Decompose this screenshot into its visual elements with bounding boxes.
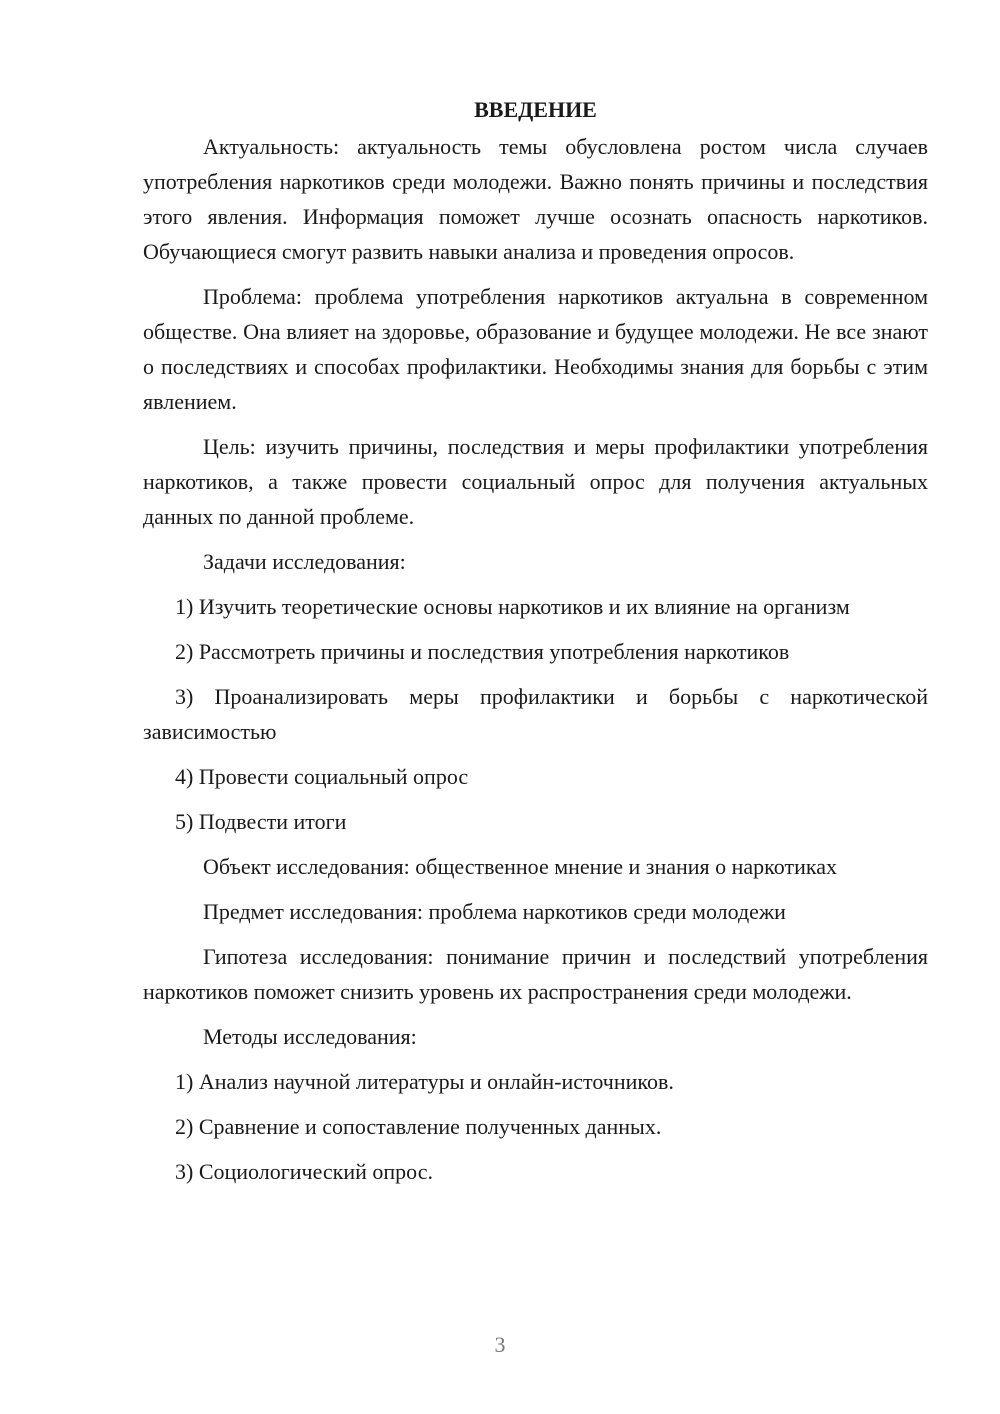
goal-paragraph: Цель: изучить причины, последствия и меры профилактики употребления наркотиков, а также провести социальный опрос для получения актуальных данных по данной проблеме.	[143, 434, 928, 529]
document-page	[143, 92, 928, 1199]
list-item: 5) Подвести итоги	[175, 809, 347, 834]
object-paragraph: Объект исследования: общественное мнение и знания о наркотиках	[203, 854, 837, 879]
list-item: 1) Анализ научной литературы и онлайн-источников.	[175, 1069, 674, 1094]
problem-paragraph: Проблема: проблема употребления наркотиков актуальна в современном обществе. Она влияет на здоровье, образование и будущее молодежи. Не все знают о последствиях и способах профилактики. Необходимы знания для борьбы с этим явлением.	[143, 284, 928, 414]
relevance-paragraph: Актуальность: актуальность темы обусловлена ростом числа случаев употребления наркотиков среди молодежи. Важно понять причины и последствия этого явления. Информация поможет лучше осознать опасность наркотиков. Обучающиеся смогут развить навыки анализа и проведения опросов.	[143, 134, 928, 264]
tasks-list	[143, 589, 928, 839]
methods-list	[143, 1064, 928, 1189]
section-title: ВВЕДЕНИЕ	[474, 97, 597, 122]
hypothesis-paragraph: Гипотеза исследования: понимание причин и последствий употребления наркотиков поможет снизить уровень их распространения среди молодежи.	[143, 944, 928, 1004]
methods-heading: Методы исследования:	[203, 1024, 417, 1049]
list-item: 4) Провести социальный опрос	[175, 764, 469, 789]
page-number: 3	[494, 1332, 506, 1357]
list-item: 2) Рассмотреть причины и последствия употребления наркотиков	[175, 639, 790, 664]
tasks-heading: Задачи исследования:	[203, 549, 406, 574]
list-item: 3) Проанализировать меры профилактики и борьбы с наркотической зависимостью	[143, 684, 928, 744]
list-item: 3) Социологический опрос.	[175, 1159, 433, 1184]
list-item: 2) Сравнение и сопоставление полученных данных.	[175, 1114, 662, 1139]
subject-paragraph: Предмет исследования: проблема наркотиков среди молодежи	[203, 899, 786, 924]
list-item: 1) Изучить теоретические основы наркотиков и их влияние на организм	[175, 594, 850, 619]
